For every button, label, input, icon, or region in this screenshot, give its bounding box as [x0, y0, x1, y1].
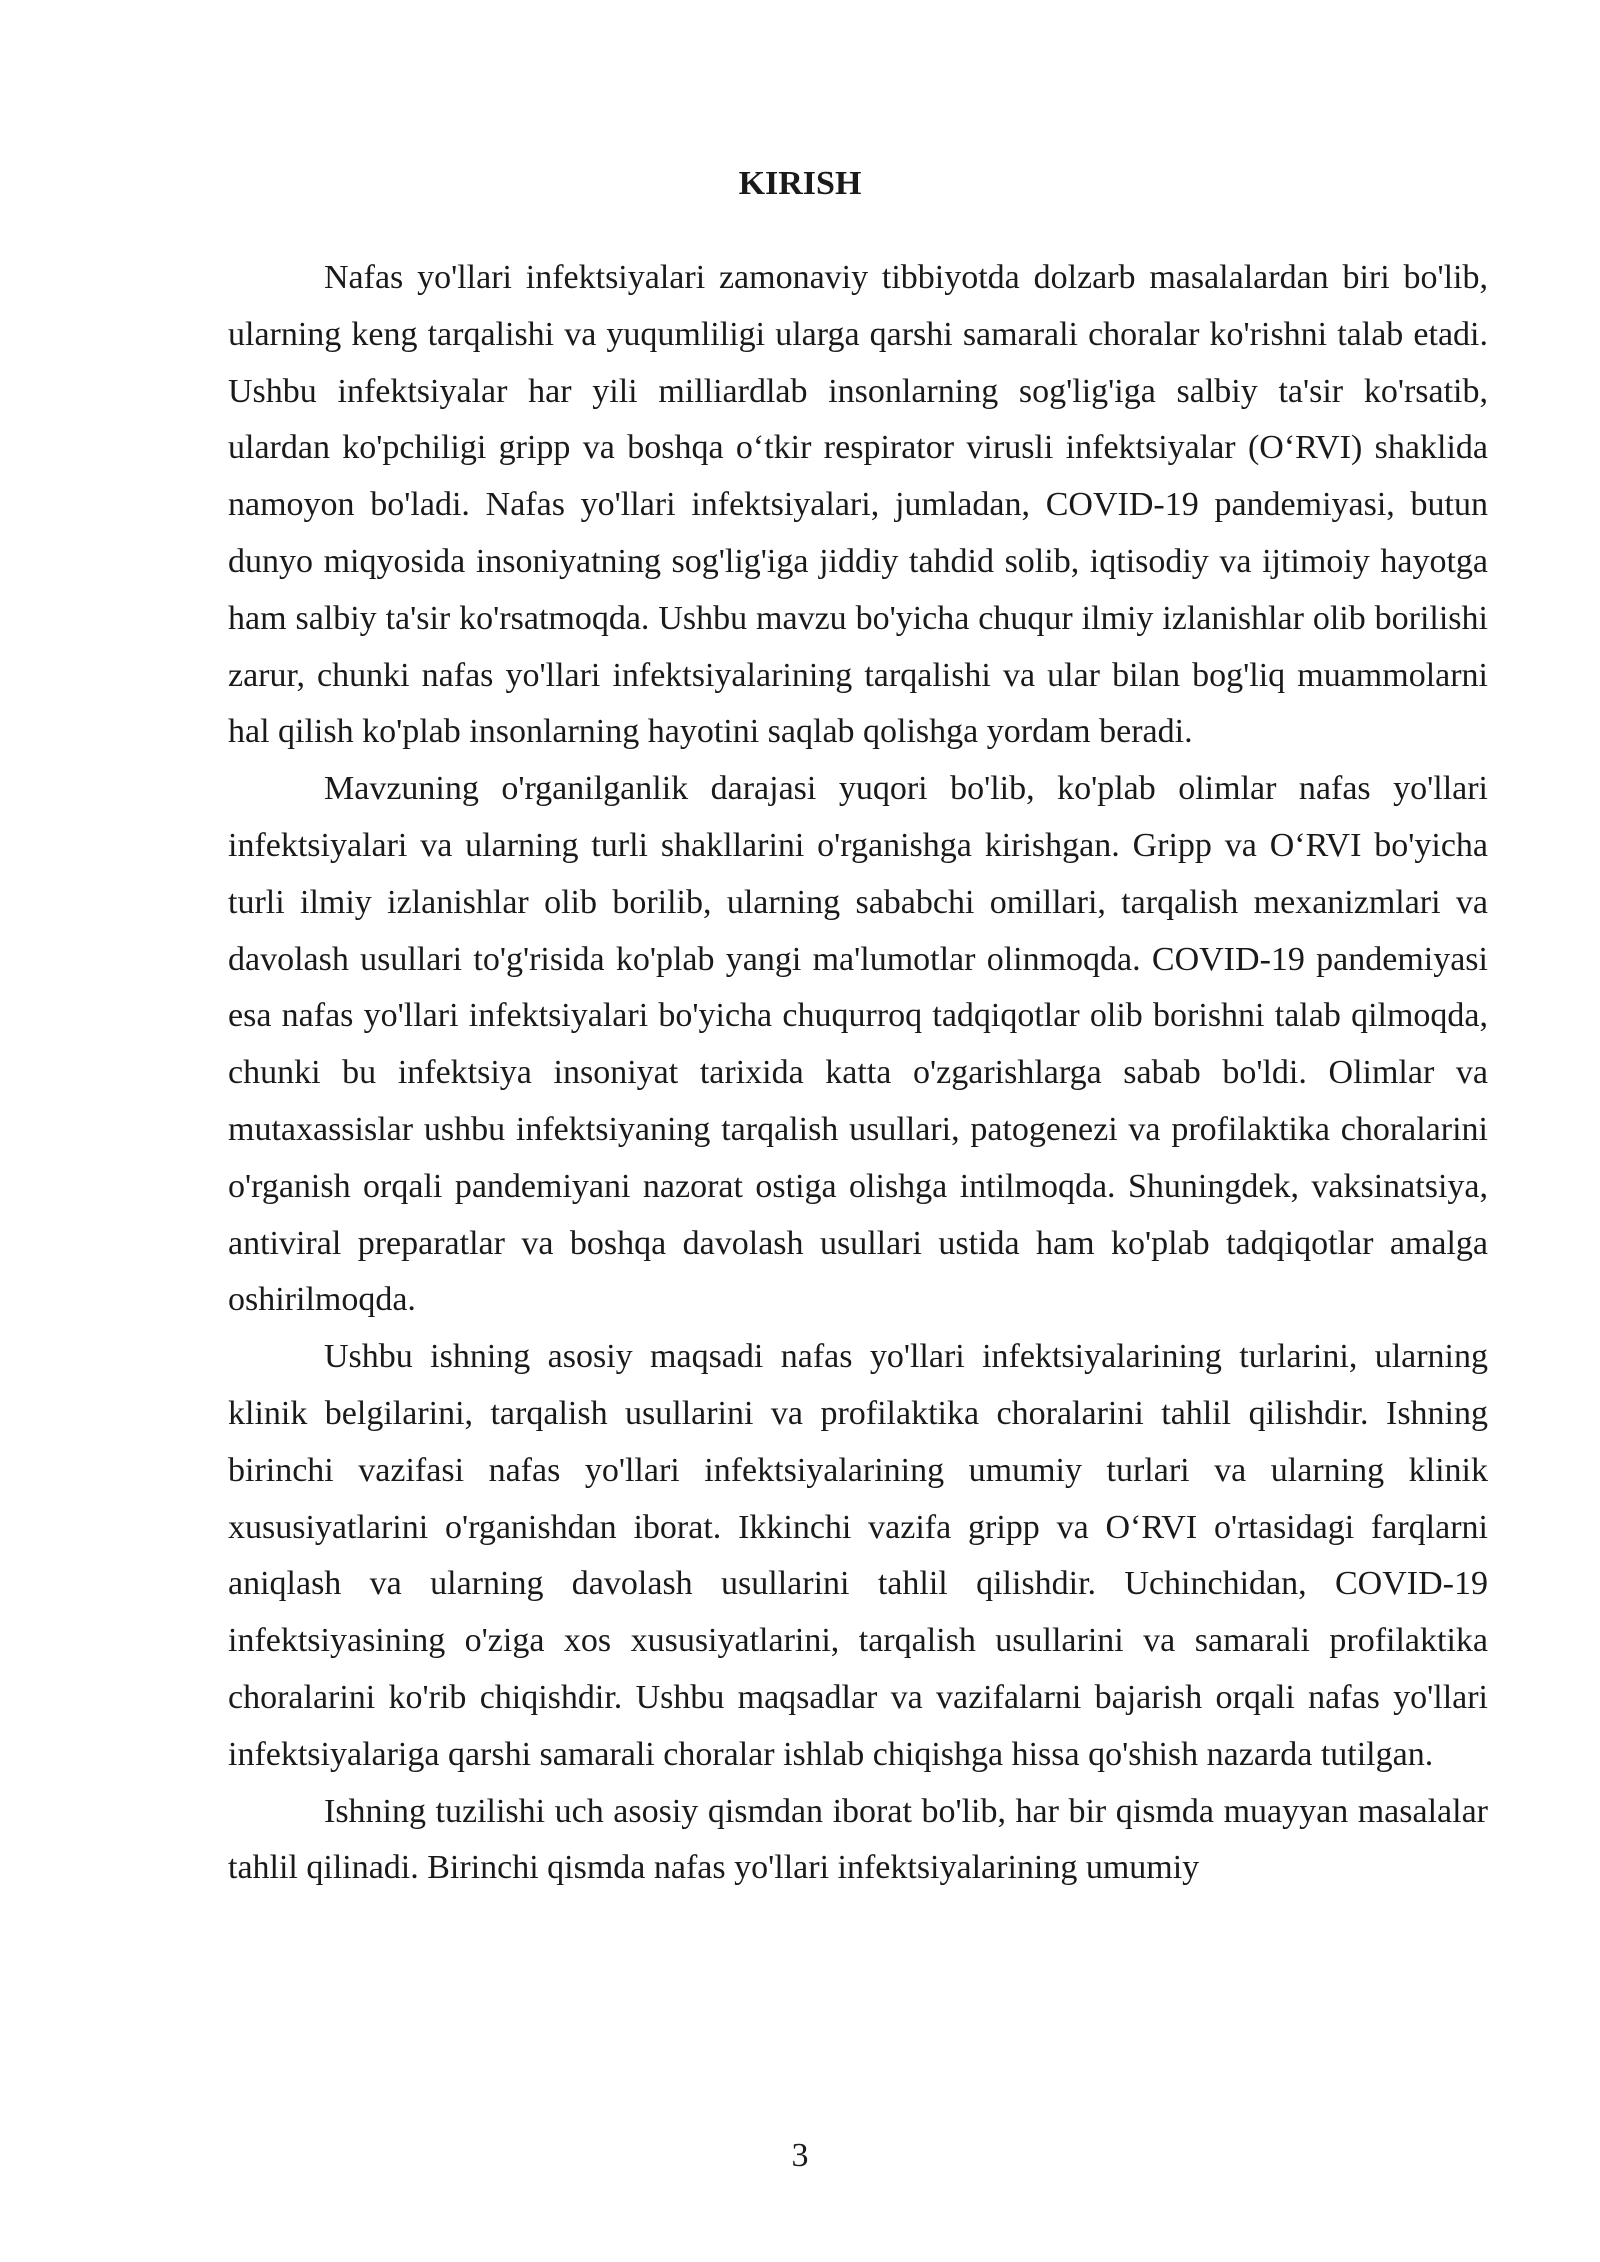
paragraph-goals: Ushbu ishning asosiy maqsadi nafas yo'llari infektsiyalarining turlarini, ularning klinik belgilarini, tarqalish usullarini va profilaktika choralarini tahlil qilishdir. Ishning birinchi vazifasi nafas yo'llari infektsiyalarining umumiy turlari va ularning klinik xususiyatlarini o'rganishdan iborat. Ikkinchi vazifa gripp va O‘RVI o'rtasidagi farqlarni aniqlash va ularning davolash usullarini tahlil qilishdir. Uchinchidan, COVID-19 infektsiyasining o'ziga xos xususiyatlarini, tarqalish usullarini va samarali profilaktika choralarini ko'rib chiqishdir. Ushbu maqsadlar va vazifalarni bajarish orqali nafas yo'llari infektsiyalariga qarshi samarali choralar ishlab chiqishga hissa qo'shish nazarda tutilgan. [228, 1338, 1488, 1773]
page-title: KIRISH [738, 165, 862, 202]
paragraph-research-level: Mavzuning o'rganilganlik darajasi yuqori bo'lib, ko'plab olimlar nafas yo'llari infektsiyalari va ularning turli shakllarini o'rganishga kirishgan. Gripp va O‘RVI bo'yicha turli ilmiy izlanishlar olib borilib, ularning sababchi omillari, tarqalish mexanizmlari va davolash usullari to'g'risida ko'plab yangi ma'lumotlar olinmoqda. COVID-19 pandemiyasi esa nafas yo'llari infektsiyalari bo'yicha chuqurroq tadqiqotlar olib borishni talab qilmoqda, chunki bu infektsiya insoniyat tarixida katta o'zgarishlarga sabab bo'ldi. Olimlar va mutaxassislar ushbu infektsiyaning tarqalish usullari, patogenezi va profilaktika choralarini o'rganish orqali pandemiyani nazorat ostiga olishga intilmoqda. Shuningdek, vaksinatsiya, antiviral preparatlar va boshqa davolash usullari ustida ham ko'plab tadqiqotlar amalga oshirilmoqda. [228, 770, 1488, 1319]
paragraph-structure: Ishning tuzilishi uch asosiy qismdan iborat bo'lib, har bir qismda muayyan masalalar tahlil qilinadi. Birinchi qismda nafas yo'llari infektsiyalarining umumiy [228, 1792, 1488, 1887]
body-text [228, 250, 1488, 1897]
page-number: 3 [791, 2137, 809, 2174]
paragraph-intro: Nafas yo'llari infektsiyalari zamonaviy tibbiyotda dolzarb masalalardan biri bo'lib, ularning keng tarqalishi va yuqumliligi ularga qarshi samarali choralar ko'rishni talab etadi. Ushbu infektsiyalar har yili milliardlab insonlarning sog'lig'iga salbiy ta'sir ko'rsatib, ulardan ko'pchiligi gripp va boshqa o‘tkir respirator virusli infektsiyalar (O‘RVI) shaklida namoyon bo'ladi. Nafas yo'llari infektsiyalari, jumladan, COVID-19 pandemiyasi, butun dunyo miqyosida insoniyatning sog'lig'iga jiddiy tahdid solib, iqtisodiy va ijtimoiy hayotga ham salbiy ta'sir ko'rsatmoqda. Ushbu mavzu bo'yicha chuqur ilmiy izlanishlar olib borilishi zarur, chunki nafas yo'llari infektsiyalarining tarqalishi va ular bilan bog'liq muammolarni hal qilish ko'plab insonlarning hayotini saqlab qolishga yordam beradi. [228, 259, 1488, 751]
